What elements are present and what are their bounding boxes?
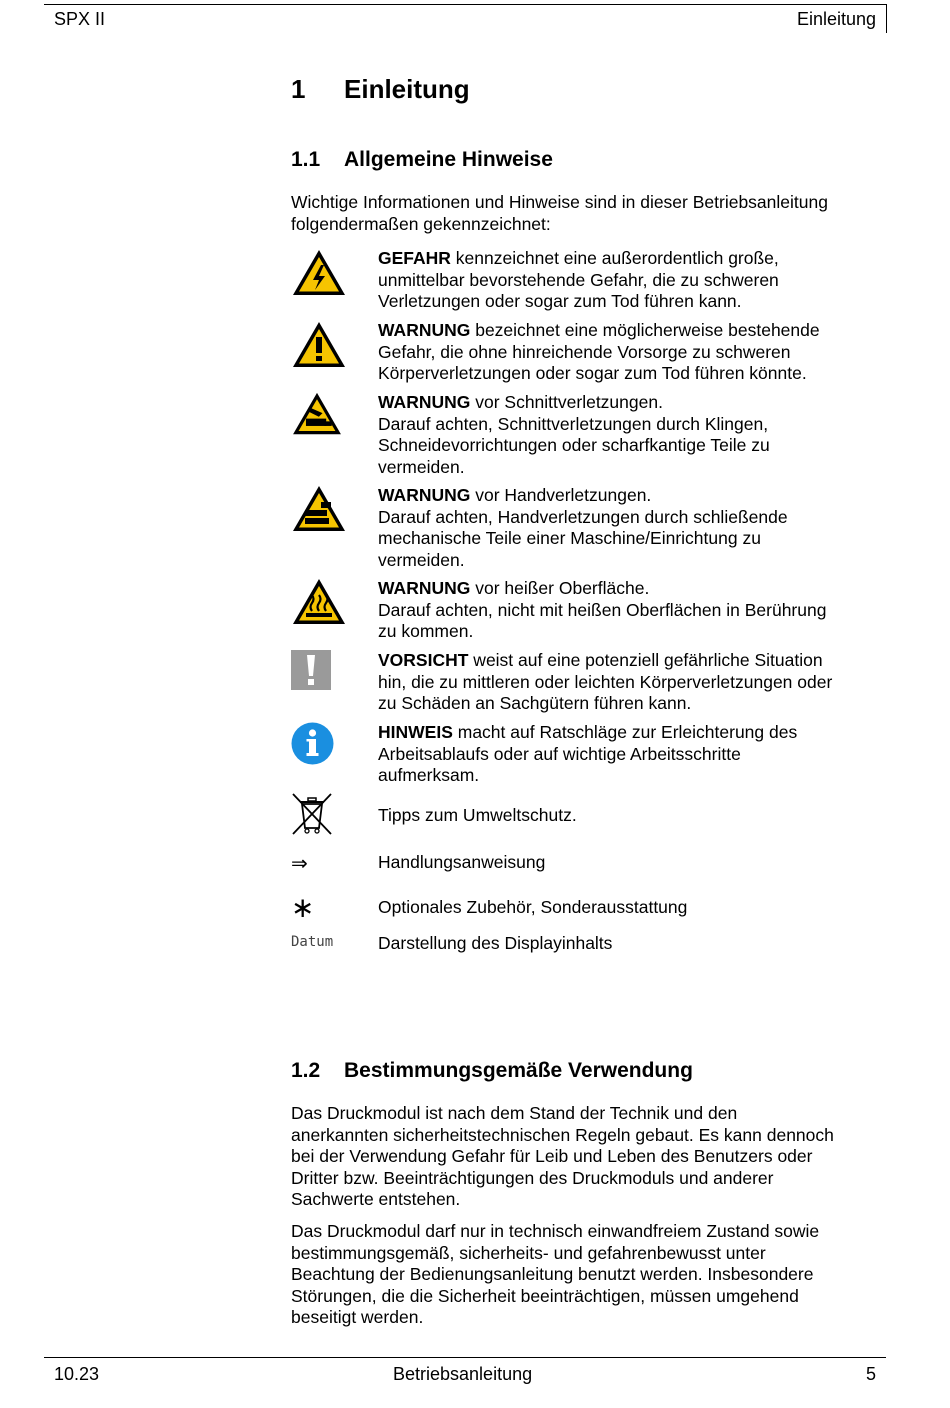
section-heading-1-2 [291,1059,693,1083]
chapter-heading [291,74,470,105]
intro-line: Wichtige Informationen und Hinweise sind in dieser Betriebsanleitung [291,192,828,212]
header-right: Einleitung [796,9,876,29]
page-number: 5 [865,1364,876,1384]
notice-warnung-hot: WARNUNG vor heißer Oberfläche. Darauf achten, nicht mit heißen Oberflächen in Berührung zu kommen. [378,578,827,641]
hand-crush-hazard-icon [291,484,347,534]
section-heading-1-1 [291,148,553,172]
asterisk-icon: ∗ [291,891,315,924]
page-header [44,4,887,33]
notice-gefahr: GEFAHR kennzeichnet eine außerordentlich große, unmittelbar bevorstehende Gefahr, die zu schweren Verletzungen oder sogar zum Tod führen kann. [378,248,779,311]
section-title: Bestimmungsgemäße Verwendung [344,1059,693,1082]
paragraph-2: Das Druckmodul darf nur in technisch einwandfreiem Zustand sowie bestimmungsgemäß, sicherheits- und gefahrenbewusst unter Beachtung der Bedienungsanleitung benutzt werden. Insbesondere Störungen, die die Sicherheit beeinträchtigen, müssen umgehend beseitigt werden. [291,1221,820,1327]
footer-title: Betriebsanleitung [393,1364,533,1384]
notice-vorsicht: VORSICHT weist auf eine potenziell gefährliche Situation hin, die zu mittleren oder leichten Körperverletzungen oder zu Schäden an Sachgütern führen kann. [378,650,833,713]
hot-surface-icon [291,577,347,627]
section-number: 1.1 [291,148,321,171]
notice-warnung-cut: WARNUNG vor Schnittverletzungen. Darauf achten, Schnittverletzungen durch Klingen, Schneidevorrichtungen oder scharfkantige Teile zu vermeiden. [378,392,770,477]
display-text-sample: Datum [291,934,334,950]
paragraph-1: Das Druckmodul ist nach dem Stand der Technik und den anerkannten sicherheitstechnischen Regeln gebaut. Es kann dennoch bei der Verwendung Gefahr für Leib und Leben des Benutzers oder Dritter bzw. Beeinträchtigungen des Druckmoduls und anderer Sachwerte entstehen. [291,1103,834,1209]
notice-umweltschutz: Tipps zum Umweltschutz. [378,805,577,825]
section-number: 1.2 [291,1059,321,1082]
notice-hinweis: HINWEIS macht auf Ratschläge zur Erleichterung des Arbeitsablaufs oder auf wichtige Arbeitsschritte aufmerksam. [378,722,798,785]
footer-date: 10.23 [54,1364,100,1384]
notice-display: Darstellung des Displayinhalts [378,933,613,953]
crossed-bin-icon [291,792,333,836]
cut-hazard-icon [291,391,343,437]
header-left: SPX II [54,9,106,29]
caution-exclamation-icon [291,650,331,690]
intro-paragraph [291,192,881,235]
notice-warnung-general: WARNUNG bezeichnet eine möglicherweise bestehende Gefahr, die ohne hinreichende Vorsorge zu schweren Körperverletzungen oder sogar zum Tod führen könnte. [378,320,820,383]
intro-line: folgendermaßen gekennzeichnet: [291,213,551,234]
notice-optional: Optionales Zubehör, Sonderausstattung [378,897,688,917]
chapter-number: 1 [291,74,306,104]
electric-hazard-icon [291,248,347,298]
section-title: Allgemeine Hinweise [344,148,553,171]
chapter-title: Einleitung [344,74,470,104]
general-warning-icon [291,320,347,370]
notice-handlungsanweisung: Handlungsanweisung [378,852,546,872]
page-footer [44,1357,886,1384]
notice-warnung-hand: WARNUNG vor Handverletzungen. Darauf achten, Handverletzungen durch schließende mechanische Teile einer Maschine/Einrichtung zu vermeiden. [378,485,788,570]
info-icon [291,722,334,765]
arrow-icon: ⇒ [291,851,308,875]
